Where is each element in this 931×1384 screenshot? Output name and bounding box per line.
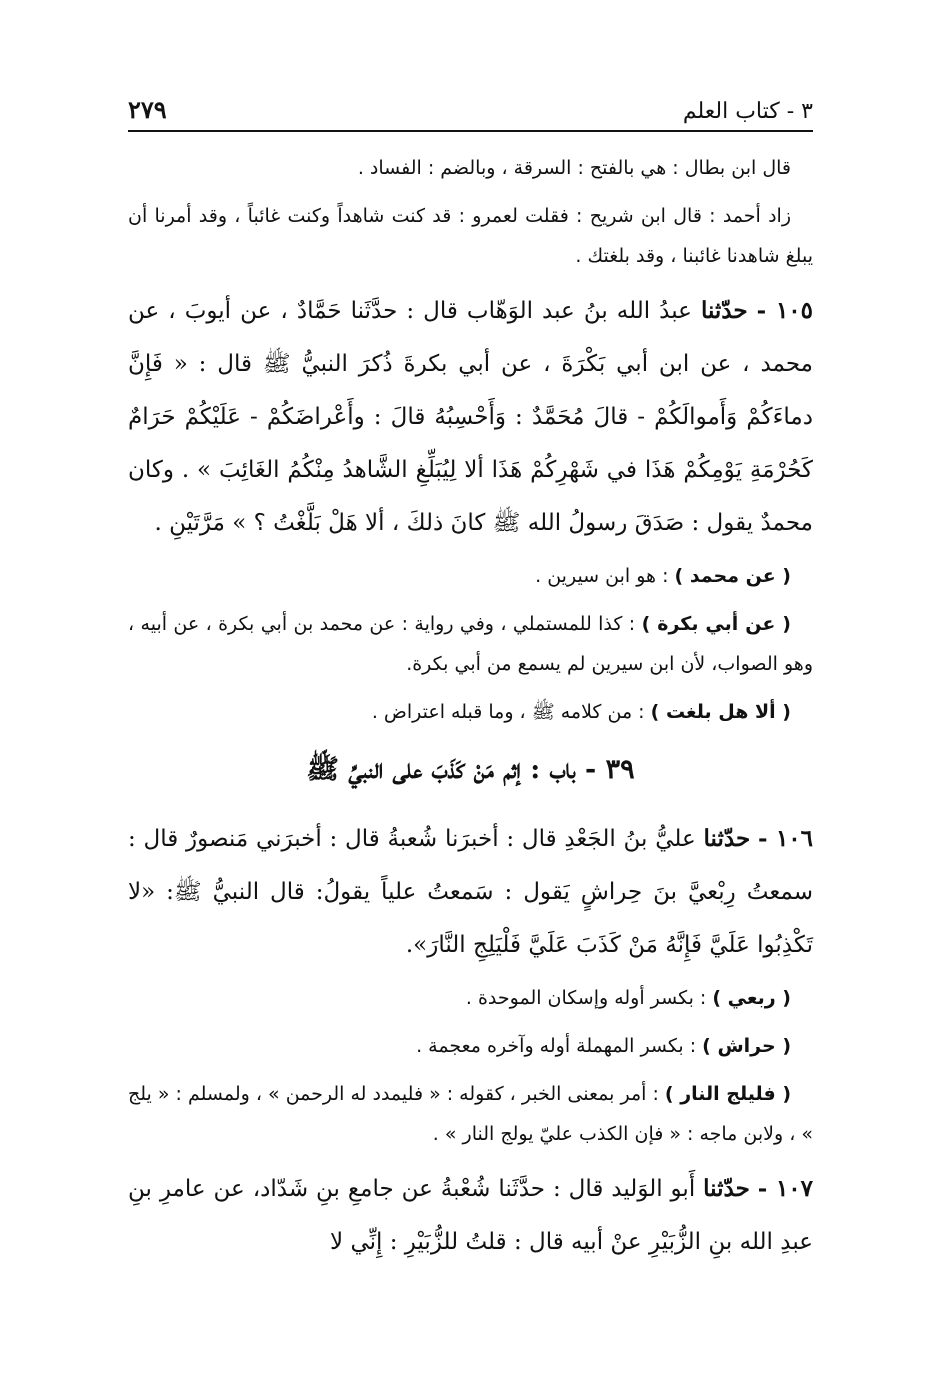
commentary-text: : كذا للمستملي ، وفي رواية : عن محمد بن أبي بكرة ، عن أبيه ، وهو الصواب، لأن ابن سيرين لم يسمع من أبي بكرة. [128,613,813,675]
commentary-text: قال ابن بطال : هي بالفتح : السرقة ، وبالضم : الفساد . [357,157,791,179]
hadith-107 [128,1162,813,1269]
running-head: ٣ - كتاب العلم [682,99,813,124]
hadith-lead: حدّثنا [703,1175,750,1202]
hadith-number: ١٠٧ - [757,1175,814,1202]
commentary-text: : بكسر المهملة أوله وآخره معجمة . [416,1035,697,1057]
commentary-paragraph [128,978,813,1018]
hadith-number: ١٠٦ - [757,825,814,852]
chapter-heading: ٣٩ - باب : إثم مَنْ كَذَبَ على النبيِّ ﷺ [306,754,635,785]
page-header [128,88,813,132]
commentary-text: : من كلامه ﷺ ، وما قبله اعتراض . [371,701,645,723]
hadith-lead: حدّثنا [703,825,751,852]
commentary-label: ( فليلج النار ) [664,1083,791,1105]
commentary-paragraph [128,1026,813,1066]
commentary-paragraph [128,604,813,684]
commentary-paragraph [128,556,813,596]
hadith-text: عبدُ الله بنُ عبد الوَهّاب قال : حدَّثَنا حَمَّادٌ ، عن أيوبَ ، عن محمد ، عن ابن أبي بَكْرَةَ ، عن أبي بكرةَ ذُكرَ النبيُّ ﷺ قال : « فَإِنَّ دماءَكُمْ وَأَموالَكُمْ - قالَ مُحَمَّدٌ : وَأَحْسِبُهُ قالَ : وأَعْراضَكُمْ - عَلَيْكُمْ حَرَامٌ كَحُرْمَةِ يَوْمِكُمْ هَذَا في شَهْرِكُمْ هَذَا ألا لِيُبَلِّغِ الشَّاهدُ مِنْكُمُ الغَائِبَ » . وكان محمدٌ يقول : صَدَقَ رسولُ الله ﷺ كانَ ذلكَ ، ألا هَلْ بَلَّغْتُ ؟ » مَرَّتَيْنِ . [128,298,813,536]
page-number: ٢٧٩ [128,95,167,124]
commentary-text: : أمر بمعنى الخبر ، كقوله : « فليمدد له الرحمن » ، ولمسلم : « يلج » ، ولابن ماجه : « فإن الكذب عليّ يولج النار » . [128,1083,813,1145]
commentary-label: ( حراش ) [702,1035,791,1057]
commentary-paragraph [128,196,813,276]
commentary-text: : هو ابن سيرين . [535,565,669,587]
hadith-lead: حدّثنا [700,297,748,324]
commentary-paragraph [128,148,813,188]
hadith-105 [128,284,813,550]
commentary-paragraph [128,1074,813,1154]
commentary-label: ( ألا هل بلغت ) [650,701,791,723]
commentary-text: زاد أحمد : قال ابن شريح : فقلت لعمرو : قد كنت شاهداً وكنت غائباً ، وقد أمرنا أن يبلغ شاهدنا غائبنا ، وقد بلغتك . [128,205,813,267]
hadith-text: عليُّ بنُ الجَعْدِ قال : أخبرَنا شُعبةُ قال : أخبرَني مَنصورٌ قال : سمعتُ رِبْعيَّ بنَ حِراشٍ يَقول : سَمعتُ علياً يقولُ: قال النبيُّ ﷺ: «لا تَكْذِبُوا عَلَيَّ فَإِنَّهُ مَنْ كَذَبَ عَلَيَّ فَلْيَلِجِ النَّارَ». [128,826,813,958]
commentary-label: ( عن محمد ) [674,565,791,587]
hadith-number: ١٠٥ - [756,297,813,324]
hadith-106 [128,812,813,972]
commentary-paragraph [128,692,813,732]
commentary-text: : بكسر أوله وإسكان الموحدة . [465,987,707,1009]
hadith-text: أَبو الوَليد قال : حدَّثَنا شُعْبةُ عن جامعِ بنِ شَدّاد، عن عامرِ بنِ عبدِ الله بنِ الزُّبَيْرِ عنْ أبيه قال : قلتُ للزُّبَيْرِ : إِنِّي لا [128,1176,813,1255]
commentary-label: ( ربعي ) [712,987,791,1009]
commentary-label: ( عن أبي بكرة ) [641,613,791,635]
page-body [128,148,813,1275]
